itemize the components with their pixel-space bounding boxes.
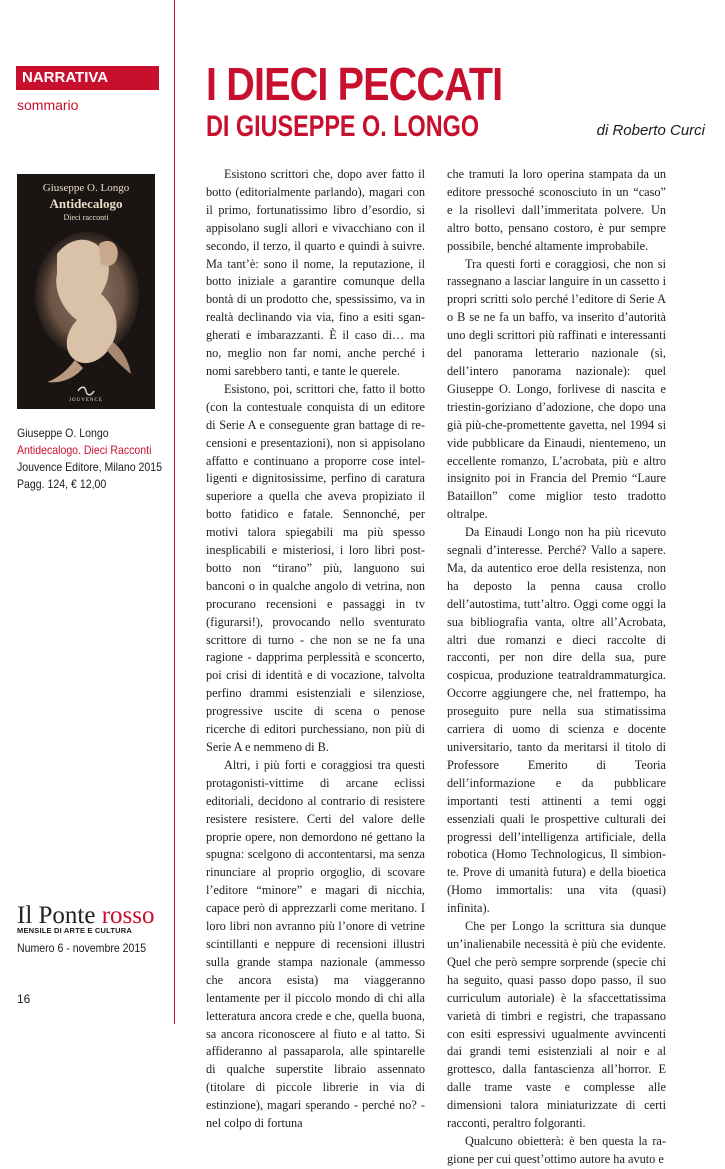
publisher-logo-icon (76, 386, 96, 396)
magazine-tagline: MENSILE DI ARTE E CULTURA (17, 926, 132, 935)
cover-title: Antidecalogo (49, 196, 123, 211)
headline-line2: DI GIUSEPPE O. LONGO (206, 110, 480, 143)
article-paragraph: Da Einaudi Longo non ha più ricevuto segnali d’interesse. Perché? Vallo a sapere. Ma, da autentico eroe della resistenza, non ha deposto la penna causa crollo dell’autostima, tutt’altro. Oggi come oggi la sua bibliografia vanta, oltre all’Acrobata, altri due romanzi e dieci raccolte di racconti, per non dire della sua, pure cospicua, produzione teatraldrammaturgica. Occorre aggiungere che, nel frattempo, ha proseguito pure nella sua stimatissima carriera di uomo di scienza e docente universitario, tanto da meritarsi il titolo di Professore Emerito di Teoria dell’informazione e da pubblicare importanti testi attinenti a temi oggi essenziali quali le prospettive culturali dei progressi dell’intelligenza artificiale, della robotica (Homo Technologicus, Il simbionte. Prove di umanità futura) e della bioetica (Homo immortalis: una vita (quasi) infinita). (447, 525, 666, 916)
book-cover-image (17, 174, 155, 409)
article-paragraph: Esistono scrittori che, dopo aver fatto il botto (editorialmente parlando), magari con il primo, fortunatissimo libro d’esordio, si appisolano sugli allori e vivacchiano con il secondo, il terzo, il quarto e quindi à suivre. Ma tant’è: sono il nome, la reputazione, il botto iniziale a garantire comunque della bontà di un prodotto che, spessissimo, va in realtà declinando via via, fino a esiti sgangherati e imbarazzanti. È il caso di… ma no, meglio non far nomi, anche perché i nomi sarebbero tanti, e tante le querele. (206, 167, 425, 378)
caption-publisher: Jouvence Editore, Milano 2015 (17, 460, 163, 474)
page-number: 16 (17, 992, 31, 1006)
article-paragraph: Esistono, poi, scrittori che, fatto il botto (con la contestuale conquista di un editore di Serie A e conseguente gran battage di recensioni e presentazioni), non si appisolano affatto e continuano a proporre cose intelligenti e dignitosissime, perfino di caratura superiore a quella che aveva propiziato il botto fatidico e fatale. Sennonché, per motivi talora spiegabili ma più spesso inesplicabili e misteriosi, i loro libri post-botto non “tirano” più, languono sui banconi o in qualche angolo di vetrina, non procurano recensioni e passaggi in tv (figurarsi!), provocando nello sventurato scrittore di turno - che non se ne fa una ragione - dapprima perplessità e sconcerto, poi crisi di identità e di vocazione, talvolta perfino drammi esistenziali e silenziose, progressive uscite di scena o penose ricerche di editori purchessiano, non più di Serie A e nemmeno di B. (206, 381, 425, 754)
issue-number: Numero 6 - novembre 2015 (17, 941, 147, 955)
red-vertical-rule (174, 0, 175, 1024)
caption-author: Giuseppe O. Longo (17, 426, 109, 440)
article-paragraph: Altri, i più forti e coraggiosi tra questi protagonisti-vittime di arcane eclissi editoriali, decidono al contrario di resistere resistere resistere. Certi del valore delle proprie opere, non demordono né gettano la spugna: scelgono di accontentarsi, ma senza rinunciare al proprio orgoglio, di scovare l’editore “minore” e magari di nicchia, capace però di apprezzarli come meritano. I loro libri non avranno più l’onore di vetrine scintillanti e neppure di recensioni illustri sulla grande stampa nazionale (ammesso che ancora esista) ma viaggeranno lentamente per il piccolo mondo di chi alla letteratura ancora crede e che, quella buona, sa ancora riconoscere al fiuto e al tatto. Si affideranno al passaparola, alle spintarelle di qualche superstite libraio assennato (titolare di piccole librerie in via di estinzione), magari sperando - perché no? - nel colpo di fortuna (206, 757, 425, 1131)
caption-details: Pagg. 124, € 12,00 (17, 477, 107, 491)
article-column-1 (206, 166, 425, 1133)
logo-word-rosso: rosso (101, 902, 155, 929)
section-label: NARRATIVA (16, 66, 159, 90)
cover-publisher: JOUVENCE (69, 398, 103, 403)
cover-painting-figure (17, 174, 155, 409)
headline-line1: I DIECI PECCATI (206, 58, 503, 110)
logo-word-ponte: Il Ponte (17, 902, 96, 929)
article-paragraph: Che per Longo la scrittura sia dunque un’inalienabile necessità è più che evidente. Quel che però sempre sorprende (specie chi ha seguito, quasi passo dopo passo, il suo curriculum autoriale) è la sfaccettatissima varietà di timbri e registri, che trapassano con esiti espressivi ugualmente avvincenti dai grandi temi esistenziali al noir e al grottesco, dalla fantascienza all’horror. E dalle trame vaste e complesse alle dimensioni talora miniaturizzate di certi racconti, peraltro folgoranti. (447, 919, 666, 1131)
section-sub[interactable]: sommario (17, 97, 79, 113)
article-paragraph: Tra questi forti e coraggiosi, che non si rassegnano a lasciar languire in un cassetto i propri scritti solo perché l’editore di Serie A o B se ne fa un baffo, va inserito d’autorità uno degli scrittori più raffinati e interessanti del panorama letterario nazionale (sì, dell’intero panorama nazionale): quel Giuseppe O. Longo, forlivese di nascita e triestin-goriziano d’adozione, che dopo una già più-che-promettente gavetta, nel 1994 si vide pubblicare da Einaudi, nientemeno, un eccellente romanzo, L’acrobata, più e altro insignito poi in Francia del Premio “Laure Bataillon” come miglior testo tradotto oltralpe. (447, 256, 666, 522)
byline: di Roberto Curci (596, 122, 705, 139)
article-paragraph: che tramuti la loro operina stampata da un editore pressoché sconosciuto in un “caso” e la risollevi dall’immeritata polvere. Un altro botto, pensano costoro, è pur sempre possibile, benché altamente improbabile. (447, 167, 666, 253)
article-column-2 (447, 166, 666, 1169)
caption-book-title: Antidecalogo. Dieci Racconti (17, 443, 152, 457)
magazine-masthead (17, 903, 167, 955)
article-paragraph: Qualcuno obietterà: è ben questa la ragione per cui quest’ottimo autore ha avuto e (447, 1133, 666, 1166)
cover-author: Giuseppe O. Longo (42, 182, 130, 194)
cover-subtitle: Dieci racconti (63, 213, 109, 222)
book-caption (17, 425, 162, 493)
